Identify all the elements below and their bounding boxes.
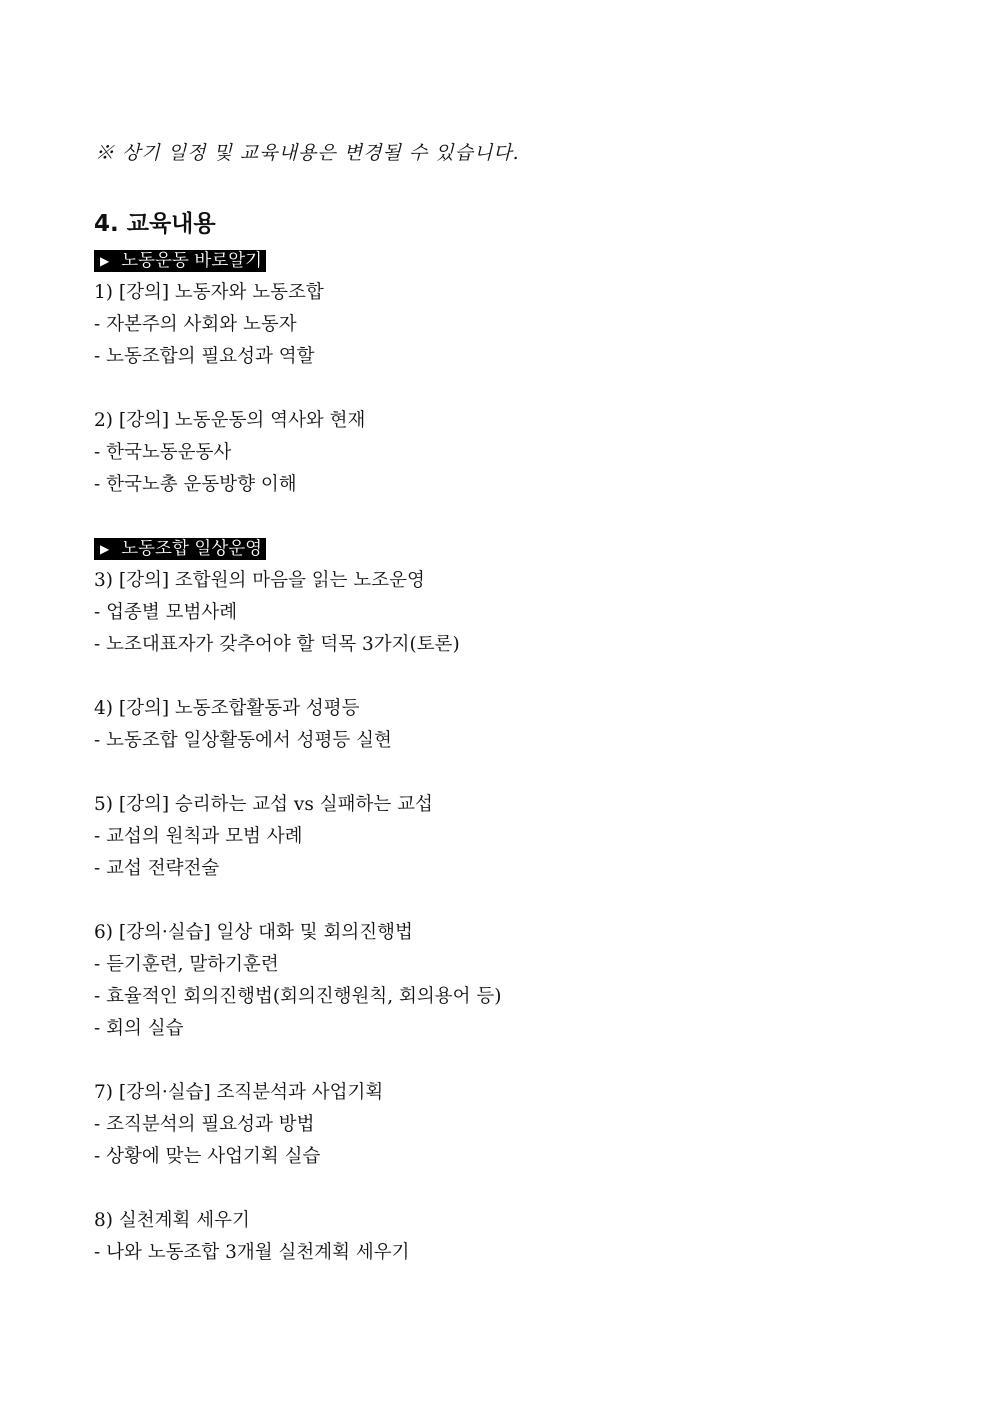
item-bullet: - 회의 실습: [94, 1018, 184, 1039]
curriculum-content: [94, 245, 914, 1269]
part-label-union-operation: [94, 538, 266, 560]
play-arrow-icon: ▶: [100, 542, 110, 556]
part-label-text: 노동조합 일상운영: [121, 539, 263, 559]
item-title: 1) [강의] 노동자와 노동조합: [94, 282, 324, 303]
spacer: [94, 501, 914, 533]
item-title: 3) [강의] 조합원의 마음을 읽는 노조운영: [94, 570, 425, 591]
spacer: [94, 885, 914, 917]
item-bullet: - 노동조합의 필요성과 역할: [94, 346, 315, 367]
item-title: 8) 실천계획 세우기: [94, 1210, 250, 1231]
part-label-row: [94, 245, 914, 277]
item-title: 7) [강의·실습] 조직분석과 사업기획: [94, 1082, 384, 1103]
item-title: 2) [강의] 노동운동의 역사와 현재: [94, 410, 366, 431]
item-bullet: - 한국노총 운동방향 이해: [94, 474, 297, 495]
section-heading: 4. 교육내용: [94, 211, 216, 237]
item-bullet: - 듣기훈련, 말하기훈련: [94, 954, 279, 975]
part-label-labor-movement: [94, 250, 266, 272]
item-bullet: - 한국노동운동사: [94, 442, 232, 463]
play-arrow-icon: ▶: [100, 254, 110, 268]
spacer: [94, 373, 914, 405]
item-title: 6) [강의·실습] 일상 대화 및 회의진행법: [94, 922, 413, 943]
item-title: 5) [강의] 승리하는 교섭 vs 실패하는 교섭: [94, 794, 433, 815]
spacer: [94, 757, 914, 789]
spacer: [94, 1173, 914, 1205]
part-label-text: 노동운동 바로알기: [121, 251, 263, 271]
item-bullet: - 업종별 모범사례: [94, 602, 238, 623]
item-bullet: - 자본주의 사회와 노동자: [94, 314, 297, 335]
item-bullet: - 교섭의 원칙과 모범 사례: [94, 826, 303, 847]
spacer: [94, 661, 914, 693]
item-bullet: - 교섭 전략전술: [94, 858, 220, 879]
spacer: [94, 1045, 914, 1077]
schedule-change-notice: ※ 상기 일정 및 교육내용은 변경될 수 있습니다.: [95, 142, 520, 164]
item-bullet: - 노동조합 일상활동에서 성평등 실현: [94, 730, 392, 751]
item-bullet: - 노조대표자가 갖추어야 할 덕목 3가지(토론): [94, 634, 460, 655]
item-bullet: - 조직분석의 필요성과 방법: [94, 1114, 315, 1135]
item-bullet: - 상황에 맞는 사업기획 실습: [94, 1146, 321, 1167]
item-title: 4) [강의] 노동조합활동과 성평등: [94, 698, 360, 719]
item-bullet: - 나와 노동조합 3개월 실천계획 세우기: [94, 1242, 410, 1263]
item-bullet: - 효율적인 회의진행법(회의진행원칙, 회의용어 등): [94, 986, 502, 1007]
part-label-row: [94, 533, 914, 565]
